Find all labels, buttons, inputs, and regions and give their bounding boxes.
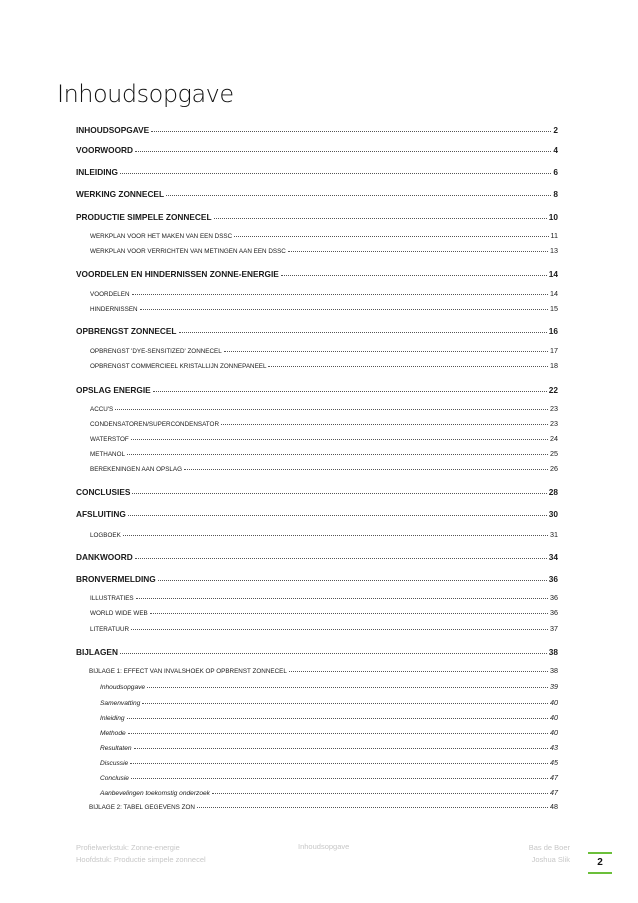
toc-entry[interactable] [76,508,558,519]
toc-dot-leader [197,801,548,808]
toc-entry-title[interactable]: WORLD WIDE WEB [90,610,148,618]
toc-dot-leader [150,607,548,614]
toc-entry-page[interactable]: 10 [548,212,558,223]
toc-entry-page[interactable]: 15 [550,304,558,314]
toc-dot-leader [221,418,548,425]
toc-entry-title[interactable]: Discussie [100,759,129,767]
toc-entry[interactable] [100,772,558,782]
toc-entry-page[interactable]: 47 [550,772,558,782]
toc-dot-leader [120,645,547,654]
toc-entry-page[interactable]: 22 [548,385,558,396]
toc-dot-leader [132,288,548,295]
toc-entry-title[interactable]: VOORWOORD [76,145,134,156]
footer-left [76,842,206,866]
toc-entry[interactable] [76,144,558,155]
toc-entry-page[interactable]: 11 [550,231,558,241]
toc-entry-page[interactable]: 37 [550,624,558,634]
footer-project: Profielwerkstuk: Zonne-energie [76,843,180,852]
toc-entry-title[interactable]: BIJLAGE 1: EFFECT VAN INVALSHOEK OP OPBRENST ZONNECEL [89,668,287,676]
toc-entry[interactable] [76,551,558,562]
toc-entry[interactable] [90,434,558,443]
footer-section: Inhoudsopgave [298,842,350,851]
toc-entry[interactable] [76,124,558,135]
toc-entry-title[interactable]: METHANOL [90,451,125,459]
toc-entry[interactable] [90,464,558,473]
toc-entry[interactable] [76,325,558,336]
toc-entry[interactable] [90,289,558,298]
toc-entry-title[interactable]: OPBRENGST ZONNECEL [76,326,177,337]
toc-entry[interactable] [90,530,558,539]
toc-entry[interactable] [76,188,558,199]
toc-dot-leader [135,143,551,152]
page-number-badge [588,852,612,874]
toc-entry-title[interactable]: Samenvatting [100,699,141,707]
footer-chapter: Hoofdstuk: Productie simpele zonnecel [76,855,206,864]
toc-entry-title[interactable]: DANKWOORD [76,552,133,563]
toc-dot-leader [212,786,548,794]
toc-entry-page[interactable]: 39 [550,681,558,691]
toc-entry-page[interactable]: 31 [550,530,558,540]
toc-entry-page[interactable]: 36 [550,593,558,603]
toc-entry-page[interactable]: 40 [550,727,558,737]
toc-entry[interactable] [90,361,558,370]
toc-entry[interactable] [76,486,558,497]
toc-entry[interactable] [76,166,558,177]
toc-dot-leader [158,572,547,581]
toc-entry[interactable] [76,268,558,279]
footer-authors [529,842,570,866]
toc-entry[interactable] [76,384,558,395]
toc-dot-leader [184,463,548,470]
toc-entry-page[interactable]: 43 [550,742,558,752]
toc-dot-leader [166,187,551,196]
toc-entry-page[interactable]: 24 [550,434,558,444]
toc-dot-leader [134,741,548,749]
toc-dot-leader [131,623,548,630]
toc-entry-page[interactable]: 26 [550,464,558,474]
toc-dot-leader [214,210,547,219]
page-number-top-bar [588,852,612,854]
toc-entry[interactable] [90,231,558,240]
toc-dot-leader [132,485,546,494]
toc-entry-title[interactable]: AFSLUITING [76,509,126,520]
toc-entry[interactable] [100,727,558,737]
toc-entry[interactable] [89,802,558,811]
toc-entry-title[interactable]: BEREKENINGEN AAN OPSLAG [90,466,183,474]
toc-entry-title[interactable]: OPBRENGST 'DYE-SENSITIZED' ZONNECEL [90,348,222,356]
toc-entry-page[interactable]: 6 [553,167,558,178]
page-number: 2 [597,857,603,868]
toc-entry[interactable] [100,787,558,797]
toc-entry[interactable] [90,346,558,355]
toc-entry-page[interactable]: 14 [548,269,558,280]
toc-dot-leader [131,433,548,440]
toc-dot-leader [153,383,547,392]
toc-entry[interactable] [90,608,558,617]
toc-entry[interactable] [76,646,558,657]
toc-dot-leader [151,123,551,132]
toc-entry-title[interactable]: Inleiding [100,714,125,722]
toc-entry-page[interactable]: 36 [550,608,558,618]
toc-dot-leader [130,756,548,764]
toc-dot-leader [131,771,548,779]
toc-entry[interactable] [90,593,558,602]
toc-entry-title[interactable]: Methode [100,729,126,737]
toc-entry[interactable] [100,681,558,691]
toc-entry-page[interactable]: 17 [550,346,558,356]
toc-entry-title[interactable]: WERKING ZONNECEL [76,189,165,200]
toc-entry-title[interactable]: BRONVERMELDING [76,574,156,585]
toc-dot-leader [140,303,548,310]
toc-entry[interactable] [90,449,558,458]
toc-dot-leader [120,165,551,174]
toc-dot-leader [289,665,548,672]
toc-entry-title[interactable]: Conclusie [100,774,129,782]
toc-dot-leader [179,324,547,333]
toc-entry-page[interactable]: 23 [550,419,558,429]
toc-dot-leader [128,726,548,734]
footer-author-1: Bas de Boer [528,843,570,852]
footer-author-2: Joshua Slik [531,855,570,864]
toc-dot-leader [281,267,547,276]
toc-entry-title[interactable]: OPSLAG ENERGIE [76,385,151,396]
toc-entry-title[interactable]: Aanbevelingen toekomstig onderzoek [100,789,210,797]
toc-entry-page[interactable]: 36 [548,574,558,585]
toc-dot-leader [127,711,548,719]
toc-entry-page[interactable]: 45 [550,757,558,767]
toc-dot-leader [136,592,548,599]
toc-entry-page[interactable]: 40 [550,712,558,722]
toc-dot-leader [135,550,547,559]
toc-entry[interactable] [100,757,558,767]
toc-entry-page[interactable]: 38 [548,647,558,658]
toc-entry-title[interactable]: CONCLUSIES [76,487,131,498]
toc-entry-page[interactable]: 16 [548,326,558,337]
toc-entry-title[interactable]: ILLUSTRATIES [90,595,134,603]
toc-entry-page[interactable]: 25 [550,449,558,459]
toc-entry-title[interactable]: WERKPLAN VOOR HET MAKEN VAN EEN DSSC [90,233,233,241]
toc-entry[interactable] [76,211,558,222]
toc-dot-leader [224,345,548,352]
toc-entry-title[interactable]: LOGBOEK [90,532,121,540]
toc-entry[interactable] [100,712,558,722]
toc-entry-page[interactable]: 4 [553,145,558,156]
toc-entry-page[interactable]: 38 [550,666,558,676]
toc-entry-page[interactable]: 13 [550,246,558,256]
toc-entry[interactable] [76,573,558,584]
toc-entry-title[interactable]: VOORDELEN EN HINDERNISSEN ZONNE-ENERGIE [76,269,279,280]
toc-dot-leader [127,448,548,455]
toc-entry-page[interactable]: 2 [553,125,558,136]
toc-entry-title[interactable]: OPBRENGST COMMERCIEEL KRISTALLIJN ZONNEPANEEL [90,363,267,371]
toc-entry-title[interactable]: Inhoudsopgave [100,683,146,691]
toc-dot-leader [128,507,547,516]
toc-dot-leader [147,680,548,688]
toc-dot-leader [115,403,548,410]
toc-entry-page[interactable]: 47 [550,787,558,797]
toc-dot-leader [123,529,548,536]
toc-entry-page[interactable]: 18 [550,361,558,371]
toc-entry-title[interactable]: BIJLAGEN [76,647,118,658]
toc-entry[interactable] [90,419,558,428]
toc-entry[interactable] [90,404,558,413]
toc-entry[interactable] [89,666,558,675]
toc-dot-leader [288,245,548,252]
toc-entry[interactable] [100,697,558,707]
page-title: Inhoudsopgave [57,80,234,108]
toc-entry-page[interactable]: 28 [548,487,558,498]
toc-entry-title[interactable]: INHOUDSOPGAVE [76,125,150,136]
toc-entry-page[interactable]: 34 [548,552,558,563]
toc-entry-title[interactable]: ACCU'S [90,406,114,414]
toc-entry-page[interactable]: 40 [550,697,558,707]
toc-entry-title[interactable]: BIJLAGE 2: TABEL GEGEVENS ZON [89,804,195,812]
toc-entry-page[interactable]: 8 [553,189,558,200]
page-number-bottom-bar [588,872,612,874]
toc-entry-page[interactable]: 48 [550,802,558,812]
toc-dot-leader [142,696,548,704]
toc-dot-leader [234,230,548,237]
toc-entry-page[interactable]: 30 [548,509,558,520]
toc-entry-title[interactable]: VOORDELEN [90,291,130,299]
toc-entry-page[interactable]: 23 [550,404,558,414]
toc-entry-title[interactable]: WERKPLAN VOOR VERRICHTEN VAN METINGEN AAN EEN DSSC [90,248,286,256]
toc-entry-page[interactable]: 14 [550,289,558,299]
toc-entry[interactable] [90,304,558,313]
toc-entry[interactable] [100,742,558,752]
toc-dot-leader [268,360,548,367]
toc-entry-title[interactable]: WATERSTOF [90,436,129,444]
toc-entry-title[interactable]: LITERATUUR [90,626,130,634]
toc-entry-title[interactable]: HINDERNISSEN [90,306,138,314]
toc-entry[interactable] [90,246,558,255]
toc-entry-title[interactable]: Resultaten [100,744,132,752]
toc-entry-title[interactable]: INLEIDING [76,167,118,178]
toc-entry-title[interactable]: CONDENSATOREN/SUPERCONDENSATOR [90,421,219,429]
toc-entry[interactable] [90,624,558,633]
toc-entry-title[interactable]: PRODUCTIE SIMPELE ZONNECEL [76,212,212,223]
